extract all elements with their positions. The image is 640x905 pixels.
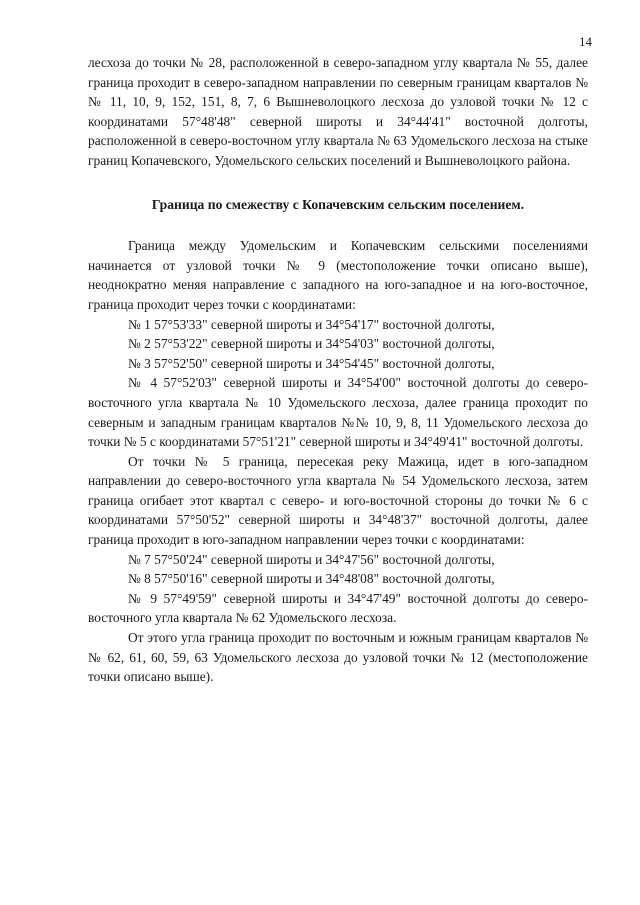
paragraph-point-5: От точки № 5 граница, пересекая реку Мажица, идет в юго-западном направлении до северо-восточного угла квартала № 54 Удомельского лесхоза, затем граница огибает этот квартал с северо- и юго-восточной стороны до точки № 6 с координатами 57°50'52" северной широты и 34°48'37" восточной долготы, далее граница проходит в юго-западном направлении через точки с координатами: [88,453,588,548]
page-number: 14 [579,34,592,49]
paragraph-point-9: № 9 57°49'59" северной широты и 34°47'49" восточной долготы до северо-восточного угла квартала № 62 Удомельского лесхоза. [88,590,588,626]
coordinate-point-1: № 1 57°53'33" северной широты и 34°54'17" восточной долготы, [128,316,495,332]
coordinate-point-3: № 3 57°52'50" северной широты и 34°54'45" восточной долготы, [128,355,495,371]
coordinate-point-7: № 7 57°50'24" северной широты и 34°47'56" восточной долготы, [128,551,495,567]
paragraph-final: От этого угла граница проходит по восточным и южным границам кварталов №№ 62, 61, 60, 59, 63 Удомельского лесхоза до узловой точки № 12 (местоположение точки описано выше). [88,630,588,685]
coordinate-point-2: № 2 57°53'22" северной широты и 34°54'03" восточной долготы, [128,336,495,352]
paragraph-point-4: № 4 57°52'03" северной широты и 34°54'00" восточной долготы до северо-восточного угла квартала № 10 Удомельского лесхоза, далее граница проходит по северным и западным границам кварталов №№ 10, 9, 8, 11 Удомельского лесхоза до точки № 5 с координатами 57°51'21" северной широты и 34°49'41" восточной долготы. [88,375,588,450]
paragraph-continuation: лесхоза до точки № 28, расположенной в северо-западном углу квартала № 55, далее граница проходит в северо-западном направлении по северным границам кварталов №№ 11, 10, 9, 152, 151, 8, 7, 6 Вышневолоцкого лесхоза до узловой точки № 12 с координатами 57°48'48" северной широты и 34°44'41" восточной долготы, расположенной в северо-восточном углу квартала № 63 Удомельского лесхоза на стыке границ Копачевского, Удомельского сельских поселений и Вышневолоцкого района. [88,55,588,168]
section-heading: Граница по смежеству с Копачевским сельским поселением. [151,196,525,212]
paragraph-boundary-start: Граница между Удомельским и Копачевским сельскими поселениями начинается от узловой точки № 9 (местоположение точки описано выше), неоднократно меняя направление с западного на юго-западное и на юго-восточное, граница проходит через точки с координатами: [88,238,588,312]
document-body [88,53,588,687]
coordinate-point-8: № 8 57°50'16" северной широты и 34°48'08" восточной долготы, [128,571,495,587]
